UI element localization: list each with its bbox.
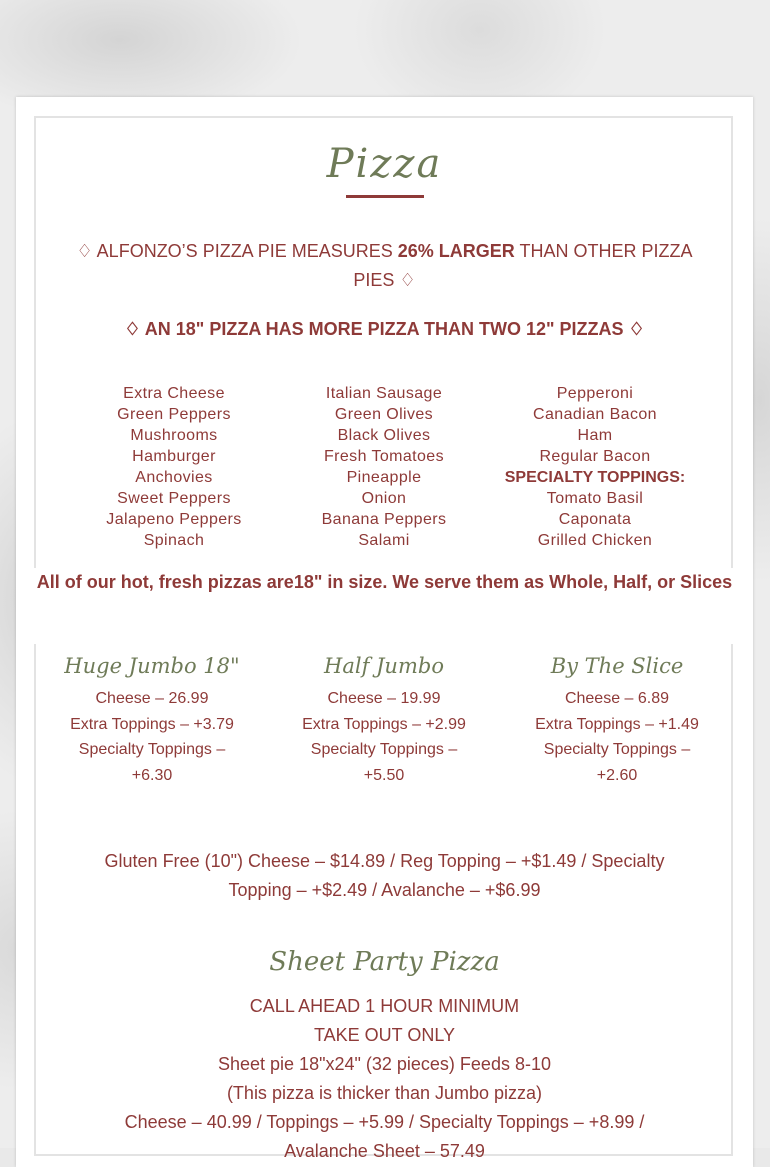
price-line: Extra Toppings – +2.99: [302, 715, 466, 733]
price-column-half: [284, 654, 484, 788]
topping-item: Anchovies: [135, 469, 213, 486]
price-heading: Huge Jumbo 18": [64, 654, 240, 678]
notice-larger-pre: ♢ ALFONZO’S PIZZA PIE MEASURES: [76, 241, 398, 261]
topping-item: Pepperoni: [556, 385, 634, 402]
topping-item: Canadian Bacon: [533, 406, 657, 423]
price-line: Specialty Toppings –: [310, 741, 458, 758]
price-heading: By The Slice: [550, 654, 684, 678]
sheet-line: (This pizza is thicker than Jumbo pizza): [226, 1083, 543, 1103]
topping-item: Green Peppers: [117, 406, 231, 423]
topping-item: Spinach: [143, 532, 205, 549]
price-column-slice: [517, 654, 717, 788]
toppings-column-1: [59, 383, 289, 551]
topping-item: Ham: [577, 427, 613, 444]
topping-item: Fresh Tomatoes: [323, 448, 445, 465]
topping-item: Italian Sausage: [325, 385, 443, 402]
notice-18-inch: ♢ AN 18" PIZZA HAS MORE PIZZA THAN TWO 12" PIZZAS ♢: [124, 319, 645, 339]
notice-larger: [56, 237, 713, 295]
topping-item: Salami: [358, 532, 410, 549]
price-line: Cheese – 19.99: [327, 690, 441, 707]
price-line: Extra Toppings – +3.79: [70, 715, 234, 733]
price-line: +6.30: [131, 766, 173, 784]
sheet-line: Cheese – 40.99 / Toppings – +5.99 / Specialty Toppings – +8.99 /: [124, 1112, 645, 1132]
notice-larger-bold: 26% LARGER: [397, 241, 515, 261]
menu-card: [16, 97, 753, 1167]
topping-item: Mushrooms: [130, 427, 218, 444]
sheet-pizza-title: Sheet Party Pizza: [269, 947, 500, 977]
sheet-pizza-details: [76, 992, 693, 1166]
topping-item: Tomato Basil: [546, 490, 644, 507]
topping-item: Jalapeno Peppers: [106, 511, 242, 528]
topping-item: Green Olives: [334, 406, 434, 423]
topping-item: Grilled Chicken: [537, 532, 653, 549]
topping-item: Pineapple: [346, 469, 422, 486]
specialty-toppings-heading: SPECIALTY TOPPINGS:: [504, 469, 686, 486]
price-line: Cheese – 26.99: [95, 690, 209, 707]
sheet-line: Sheet pie 18"x24" (32 pieces) Feeds 8-10: [218, 1054, 551, 1074]
topping-item: Regular Bacon: [539, 448, 651, 465]
topping-item: Black Olives: [337, 427, 431, 444]
sheet-line: TAKE OUT ONLY: [313, 1025, 456, 1045]
price-heading: Half Jumbo: [324, 654, 444, 678]
topping-item: Onion: [361, 490, 407, 507]
price-line: Specialty Toppings –: [78, 741, 226, 758]
toppings-list: [16, 383, 753, 563]
topping-item: Extra Cheese: [123, 385, 225, 402]
size-note-band: [16, 568, 753, 644]
price-column-jumbo: [52, 654, 252, 788]
toppings-column-3: [480, 383, 710, 551]
price-line: Cheese – 6.89: [564, 690, 670, 707]
gluten-free-pricing: Gluten Free (10") Cheese – $14.89 / Reg Topping – +$1.49 / Specialty Topping – +$2.49 / Avalanche – +$6.99: [104, 851, 665, 900]
topping-item: Hamburger: [132, 448, 216, 465]
page-title: Pizza: [326, 141, 443, 187]
topping-item: Banana Peppers: [321, 511, 447, 528]
sheet-line: CALL AHEAD 1 HOUR MINIMUM: [249, 996, 520, 1016]
sheet-line: Avalanche Sheet – 57.49: [284, 1141, 485, 1161]
price-line: Specialty Toppings –: [543, 741, 691, 758]
price-line: +5.50: [363, 766, 405, 784]
topping-item: Sweet Peppers: [117, 490, 231, 507]
price-line: +2.60: [596, 766, 638, 784]
price-line: Extra Toppings – +1.49: [535, 715, 699, 733]
size-note: All of our hot, fresh pizzas are18" in size. We serve them as Whole, Half, or Slices: [36, 572, 733, 592]
topping-item: Caponata: [558, 511, 632, 528]
notice-larger-post: THAN OTHER PIZZA PIES ♢: [353, 241, 693, 290]
toppings-column-2: [269, 383, 499, 551]
title-underline: [346, 195, 424, 198]
